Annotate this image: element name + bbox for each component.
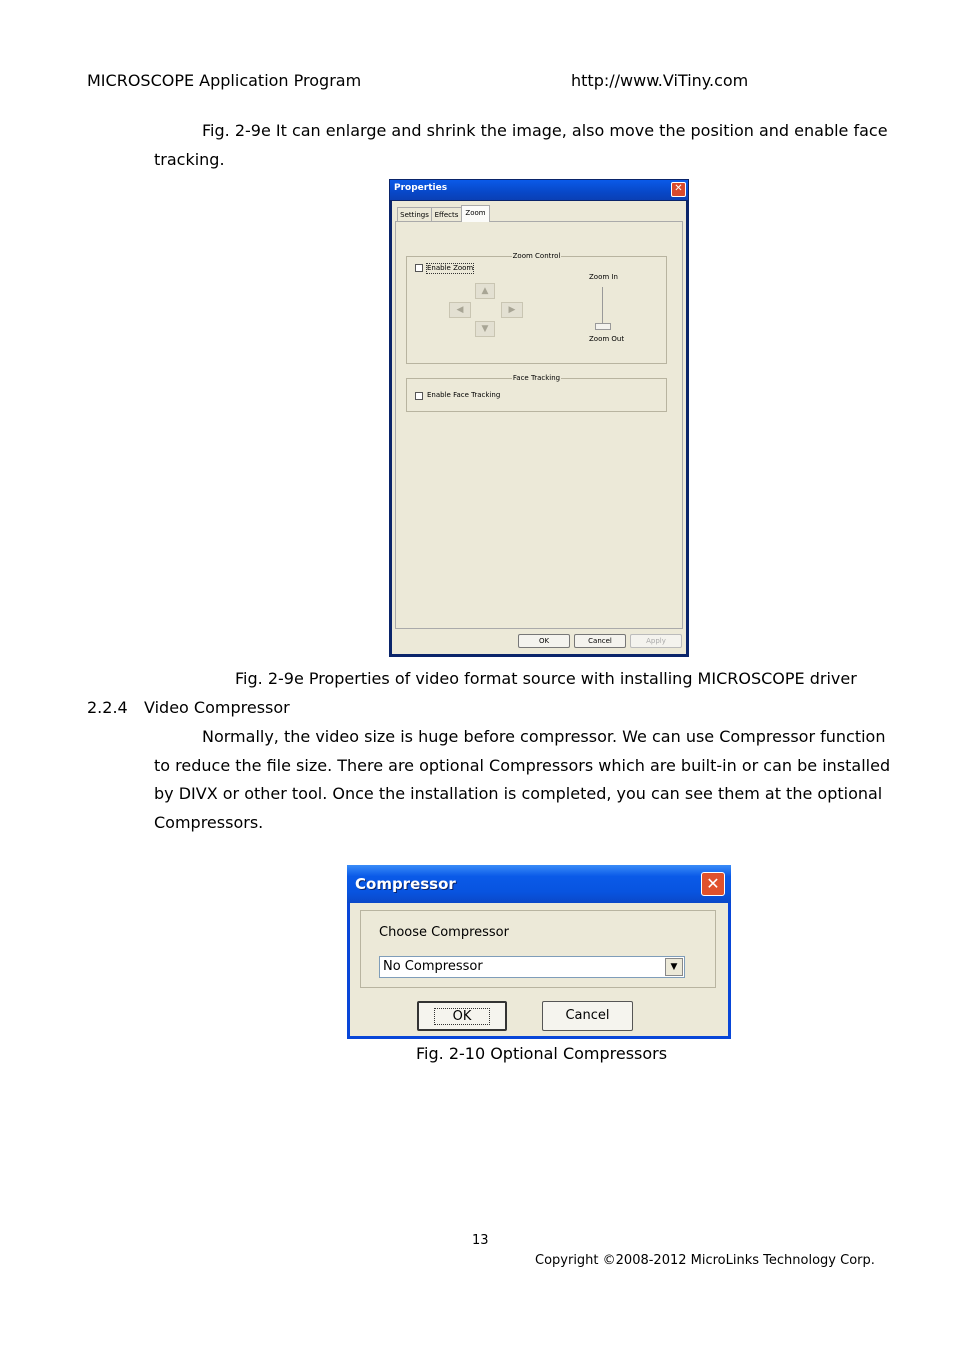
- pan-up-button[interactable]: [475, 283, 495, 299]
- compressor-select-value: No Compressor: [383, 959, 483, 974]
- properties-dialog: [389, 179, 689, 657]
- zoom-control-group: [406, 252, 667, 364]
- apply-button[interactable]: Apply: [630, 634, 682, 648]
- chevron-down-icon[interactable]: ▼: [665, 958, 683, 976]
- compressor-title: Compressor: [355, 875, 456, 893]
- header-url[interactable]: http://www.ViTiny.com: [571, 71, 749, 90]
- section-number: 2.2.4: [87, 698, 128, 717]
- intro-line-2: tracking.: [154, 150, 225, 169]
- ok-button[interactable]: OK: [518, 634, 570, 648]
- tab-settings[interactable]: Settings: [397, 207, 432, 222]
- ok-button[interactable]: [417, 1001, 507, 1031]
- page-number: 13: [472, 1233, 489, 1248]
- cancel-button[interactable]: Cancel: [574, 634, 626, 648]
- figure-caption-9e: Fig. 2-9e Properties of video format source with installing MICROSCOPE driver: [235, 669, 857, 688]
- arrow-down-icon: ▼: [481, 324, 489, 334]
- compressor-select[interactable]: [379, 956, 685, 978]
- zoom-control-legend: Zoom Control: [512, 252, 561, 260]
- ok-button-label: OK: [434, 1008, 491, 1025]
- zoom-tab-panel: [395, 221, 683, 629]
- close-icon[interactable]: ✕: [701, 872, 725, 896]
- body-line-2: to reduce the file size. There are optional Compressors which are built-in or can be installed: [154, 756, 891, 775]
- face-tracking-group: [406, 374, 667, 412]
- compressor-frame: [360, 910, 716, 988]
- section-title: Video Compressor: [144, 698, 290, 717]
- enable-zoom-label: Enable Zoom: [427, 264, 474, 272]
- pan-right-button[interactable]: [501, 302, 523, 318]
- cancel-button[interactable]: Cancel: [542, 1001, 633, 1031]
- arrow-left-icon: ◀: [456, 305, 464, 315]
- arrow-right-icon: ▶: [508, 305, 516, 315]
- pan-down-button[interactable]: [475, 321, 495, 337]
- zoom-slider-track[interactable]: [602, 287, 603, 327]
- body-line-4: Compressors.: [154, 813, 264, 832]
- arrow-up-icon: ▲: [481, 286, 489, 296]
- choose-compressor-label: Choose Compressor: [379, 925, 509, 940]
- body-line-1: Normally, the video size is huge before compressor. We can use Compressor function: [202, 727, 886, 746]
- header-title: MICROSCOPE Application Program: [87, 71, 362, 90]
- pan-left-button[interactable]: [449, 302, 471, 318]
- tab-zoom[interactable]: Zoom: [461, 205, 490, 222]
- enable-zoom-checkbox[interactable]: [415, 264, 423, 272]
- copyright: Copyright ©2008-2012 MicroLinks Technology Corp.: [535, 1253, 875, 1268]
- properties-titlebar: [390, 180, 688, 200]
- figure-caption-10: Fig. 2-10 Optional Compressors: [416, 1044, 668, 1063]
- properties-title: Properties: [394, 183, 448, 193]
- compressor-titlebar: [347, 865, 731, 903]
- compressor-dialog: [347, 865, 731, 1039]
- close-icon[interactable]: ✕: [671, 182, 686, 197]
- body-line-3: by DIVX or other tool. Once the installation is completed, you can see them at the optional: [154, 784, 883, 803]
- enable-face-tracking-checkbox[interactable]: [415, 392, 423, 400]
- compressor-body: [350, 903, 728, 1036]
- zoom-out-label: Zoom Out: [589, 335, 625, 343]
- enable-face-tracking-label: Enable Face Tracking: [427, 391, 501, 399]
- zoom-in-label: Zoom In: [589, 273, 618, 281]
- face-tracking-legend: Face Tracking: [512, 374, 561, 382]
- properties-body: [392, 201, 686, 654]
- zoom-slider-thumb[interactable]: [595, 323, 611, 330]
- tab-effects[interactable]: Effects: [431, 207, 462, 222]
- intro-line-1: Fig. 2-9e It can enlarge and shrink the image, also move the position and enable face: [202, 121, 888, 140]
